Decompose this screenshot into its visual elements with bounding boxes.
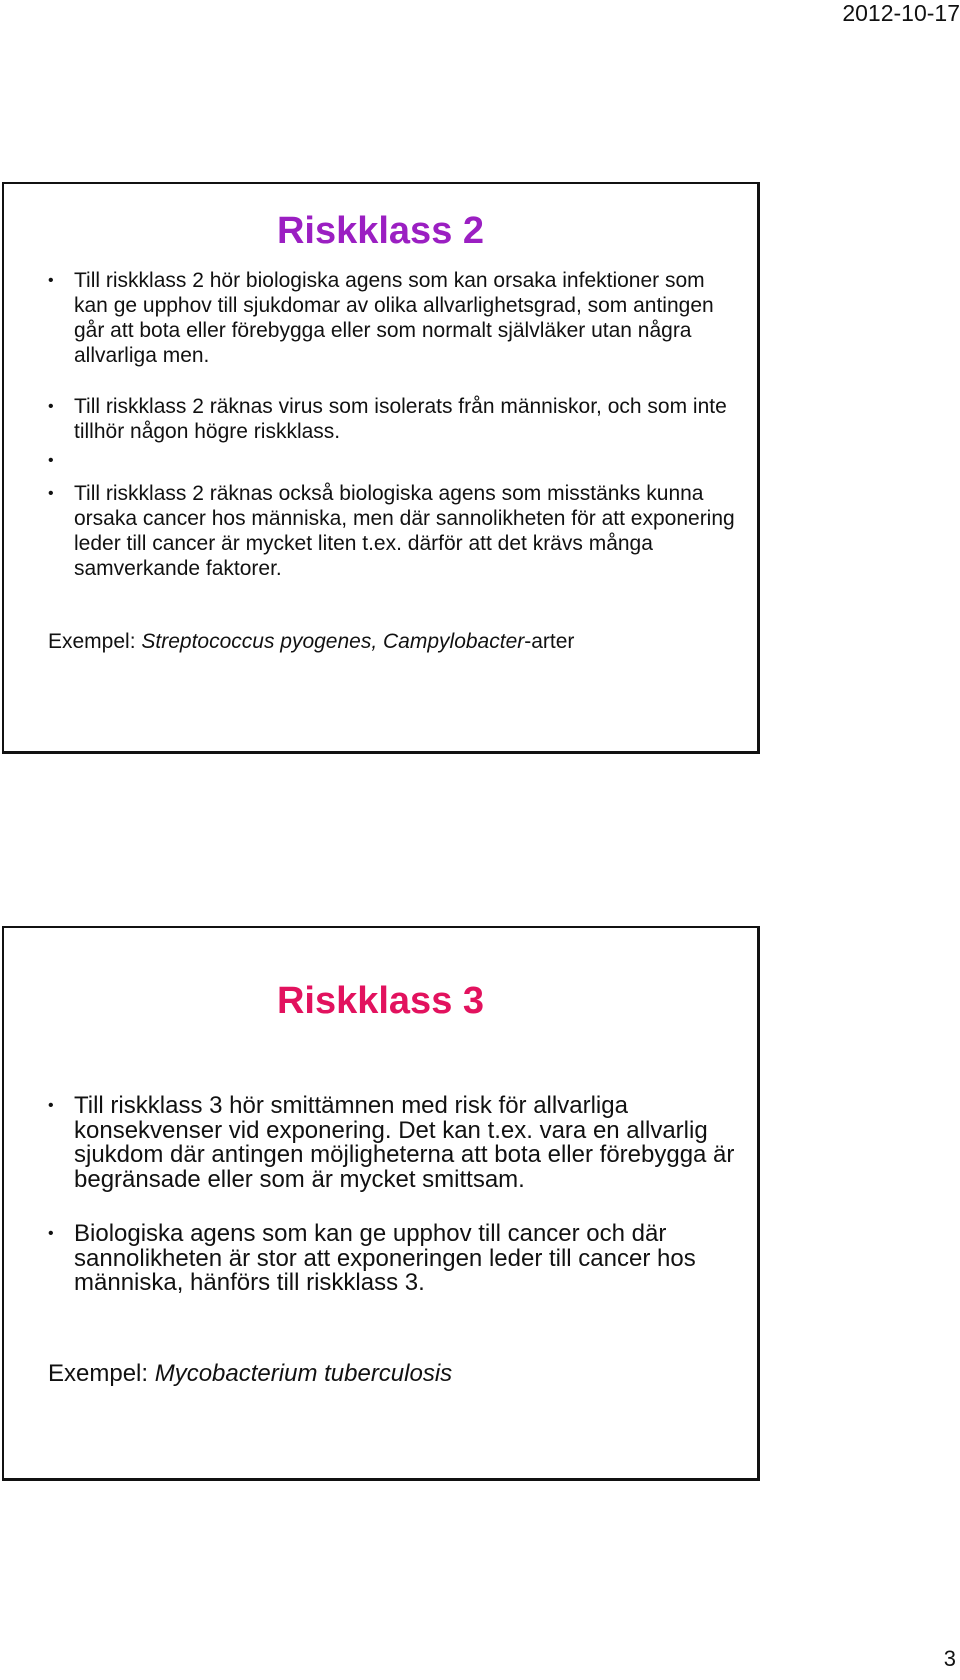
example-line	[48, 1360, 452, 1388]
example-suffix: -arter	[524, 630, 575, 653]
bullet-icon: •	[48, 1225, 54, 1242]
slide-title: Riskklass 2	[276, 210, 485, 252]
bullet-text: Till riskklass 2 räknas också biologiska agens som misstänks kunna orsaka cancer hos människa, men där sannolikheten för att exponering leder till cancer är mycket liten t.ex. därför att det krävs många samverkande faktorer.	[74, 482, 735, 580]
list-item	[48, 481, 737, 581]
example-label: Exempel:	[48, 1360, 155, 1387]
bullet-icon: •	[48, 272, 54, 289]
bullet-list	[48, 1094, 737, 1296]
slide-riskklass-2	[2, 182, 760, 754]
slide-riskklass-3	[2, 926, 760, 1481]
page-number: 3	[943, 1646, 956, 1671]
bullet-icon: •	[48, 1097, 54, 1114]
bullet-icon: •	[48, 485, 54, 502]
example-line	[48, 630, 574, 654]
bullet-list	[48, 268, 737, 581]
header-date: 2012-10-17	[842, 0, 960, 26]
list-item	[48, 268, 737, 368]
list-item	[48, 1222, 737, 1296]
example-species: Streptococcus pyogenes, Campylobacter	[141, 630, 525, 653]
example-species: Mycobacterium tuberculosis	[154, 1360, 453, 1387]
bullet-text: Till riskklass 2 räknas virus som isolerats från människor, och som inte tillhör någon högre riskklass.	[74, 395, 727, 443]
bullet-text: Till riskklass 3 hör smittämnen med risk för allvarliga konsekvenser vid exponering. Det kan t.ex. vara en allvarlig sjukdom där antingen möjligheterna att bota eller förebygga är begränsade eller som är mycket smittsam.	[74, 1092, 735, 1193]
bullet-text: Till riskklass 2 hör biologiska agens som kan orsaka infektioner som kan ge upphov till sjukdomar av olika allvarlighetsgrad, som antingen går att bota eller förebygga eller som normalt självläker utan några allvarliga men.	[74, 269, 714, 367]
bullet-text: Biologiska agens som kan ge upphov till cancer och där sannolikheten är stor att exponeringen leder till cancer hos människa, hänförs till riskklass 3.	[74, 1220, 696, 1296]
list-item	[48, 448, 737, 473]
list-item	[48, 394, 737, 444]
example-label: Exempel:	[48, 630, 142, 653]
list-item	[48, 1094, 737, 1192]
bullet-icon: •	[48, 452, 54, 469]
bullet-icon: •	[48, 398, 54, 415]
slide-title: Riskklass 3	[276, 980, 485, 1022]
